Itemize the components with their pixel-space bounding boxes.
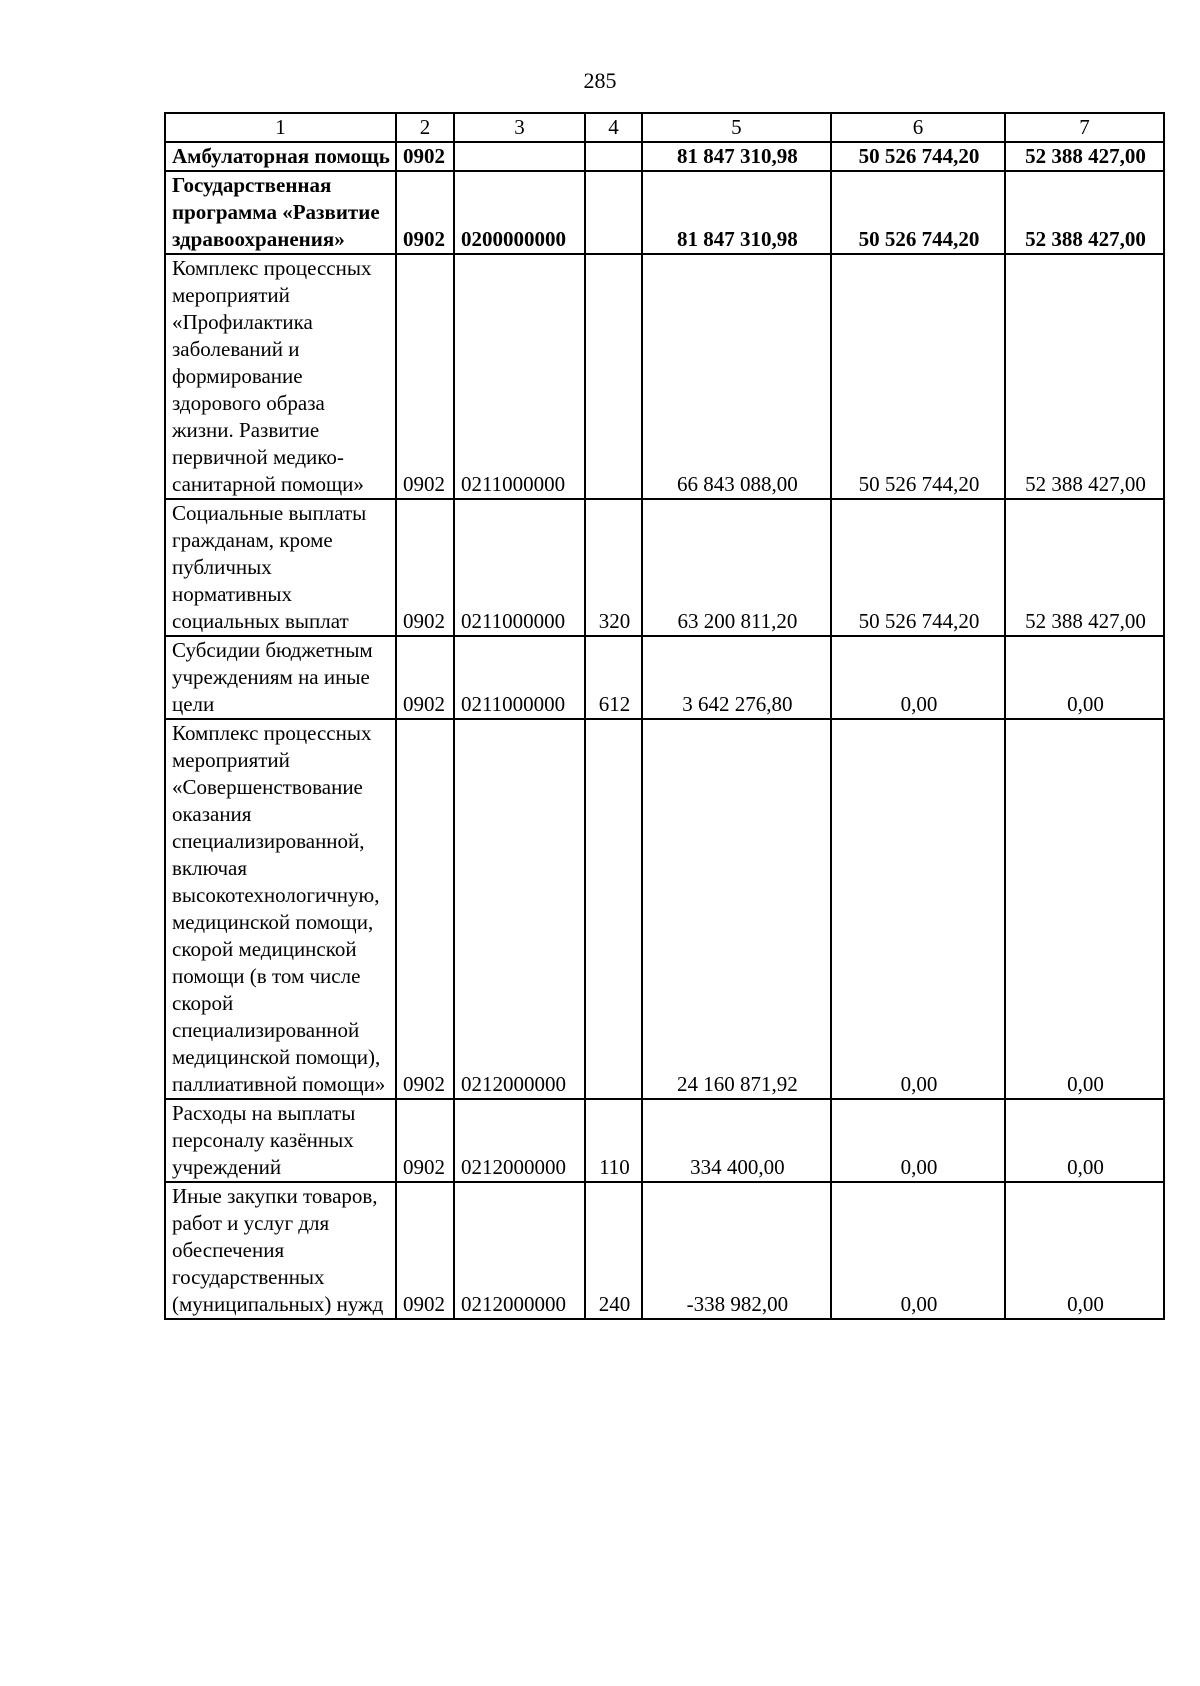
- table-row: [165, 254, 1164, 499]
- table-row: [165, 499, 1164, 636]
- column-header: 7: [1005, 113, 1164, 142]
- table-row: [165, 1182, 1164, 1319]
- column-header: 6: [831, 113, 1005, 142]
- section-code: 0902: [396, 254, 454, 499]
- row-name: Социальные выплаты гражданам, кроме публичных нормативных социальных выплат: [165, 499, 396, 636]
- column-header: 5: [642, 113, 831, 142]
- amount-col5: 24 160 871,92: [642, 719, 831, 1099]
- section-code: 0902: [396, 142, 454, 171]
- expense-type: 240: [585, 1182, 642, 1319]
- amount-col6: 50 526 744,20: [831, 254, 1005, 499]
- amount-col7: 0,00: [1005, 1099, 1164, 1182]
- row-name: Комплекс процессных мероприятий «Совершенствование оказания специализированной, включая высокотехнологичную, медицинской помощи, скорой медицинской помощи (в том числе скорой специализированной медицинской помощи), паллиативной помощи»: [165, 719, 396, 1099]
- column-header: 3: [454, 113, 585, 142]
- table-row: [165, 171, 1164, 254]
- amount-col6: 50 526 744,20: [831, 171, 1005, 254]
- amount-col6: 0,00: [831, 1099, 1005, 1182]
- expense-type: [585, 171, 642, 254]
- row-name: Субсидии бюджетным учреждениям на иные цели: [165, 636, 396, 719]
- amount-col5: 81 847 310,98: [642, 171, 831, 254]
- row-name: Государственная программа «Развитие здравоохранения»: [165, 171, 396, 254]
- page-number: 285: [583, 68, 617, 93]
- section-code: 0902: [396, 719, 454, 1099]
- amount-col5: 66 843 088,00: [642, 254, 831, 499]
- amount-col7: 52 388 427,00: [1005, 254, 1164, 499]
- expense-type: [585, 254, 642, 499]
- table-row: [165, 636, 1164, 719]
- row-name: Расходы на выплаты персоналу казённых учреждений: [165, 1099, 396, 1182]
- expense-type: [585, 142, 642, 171]
- expense-type: [585, 719, 642, 1099]
- amount-col5: -338 982,00: [642, 1182, 831, 1319]
- amount-col5: 334 400,00: [642, 1099, 831, 1182]
- target-code: 0211000000: [454, 636, 585, 719]
- row-name: Амбулаторная помощь: [165, 142, 396, 171]
- section-code: 0902: [396, 636, 454, 719]
- expense-type: 320: [585, 499, 642, 636]
- expense-type: 612: [585, 636, 642, 719]
- amount-col7: 0,00: [1005, 719, 1164, 1099]
- column-header: 4: [585, 113, 642, 142]
- table-row: [165, 719, 1164, 1099]
- target-code: [454, 142, 585, 171]
- row-name: Иные закупки товаров, работ и услуг для обеспечения государственных (муниципальных) нужд: [165, 1182, 396, 1319]
- row-name: Комплекс процессных мероприятий «Профилактика заболеваний и формирование здорового образа жизни. Развитие первичной медико-санитарной помощи»: [165, 254, 396, 499]
- amount-col7: 52 388 427,00: [1005, 171, 1164, 254]
- amount-col6: 50 526 744,20: [831, 142, 1005, 171]
- amount-col7: 0,00: [1005, 1182, 1164, 1319]
- amount-col5: 81 847 310,98: [642, 142, 831, 171]
- amount-col5: 3 642 276,80: [642, 636, 831, 719]
- section-code: 0902: [396, 499, 454, 636]
- expense-type: 110: [585, 1099, 642, 1182]
- target-code: 0200000000: [454, 171, 585, 254]
- section-code: 0902: [396, 1099, 454, 1182]
- budget-table: [164, 112, 1165, 1320]
- target-code: 0211000000: [454, 499, 585, 636]
- target-code: 0212000000: [454, 719, 585, 1099]
- target-code: 0212000000: [454, 1182, 585, 1319]
- amount-col6: 50 526 744,20: [831, 499, 1005, 636]
- table-row: [165, 1099, 1164, 1182]
- section-code: 0902: [396, 1182, 454, 1319]
- amount-col7: 52 388 427,00: [1005, 499, 1164, 636]
- column-header: 2: [396, 113, 454, 142]
- amount-col6: 0,00: [831, 636, 1005, 719]
- amount-col5: 63 200 811,20: [642, 499, 831, 636]
- amount-col6: 0,00: [831, 719, 1005, 1099]
- amount-col6: 0,00: [831, 1182, 1005, 1319]
- target-code: 0212000000: [454, 1099, 585, 1182]
- section-code: 0902: [396, 171, 454, 254]
- target-code: 0211000000: [454, 254, 585, 499]
- table-row: [165, 142, 1164, 171]
- amount-col7: 0,00: [1005, 636, 1164, 719]
- table-header-row: [165, 113, 1164, 142]
- amount-col7: 52 388 427,00: [1005, 142, 1164, 171]
- column-header: 1: [165, 113, 396, 142]
